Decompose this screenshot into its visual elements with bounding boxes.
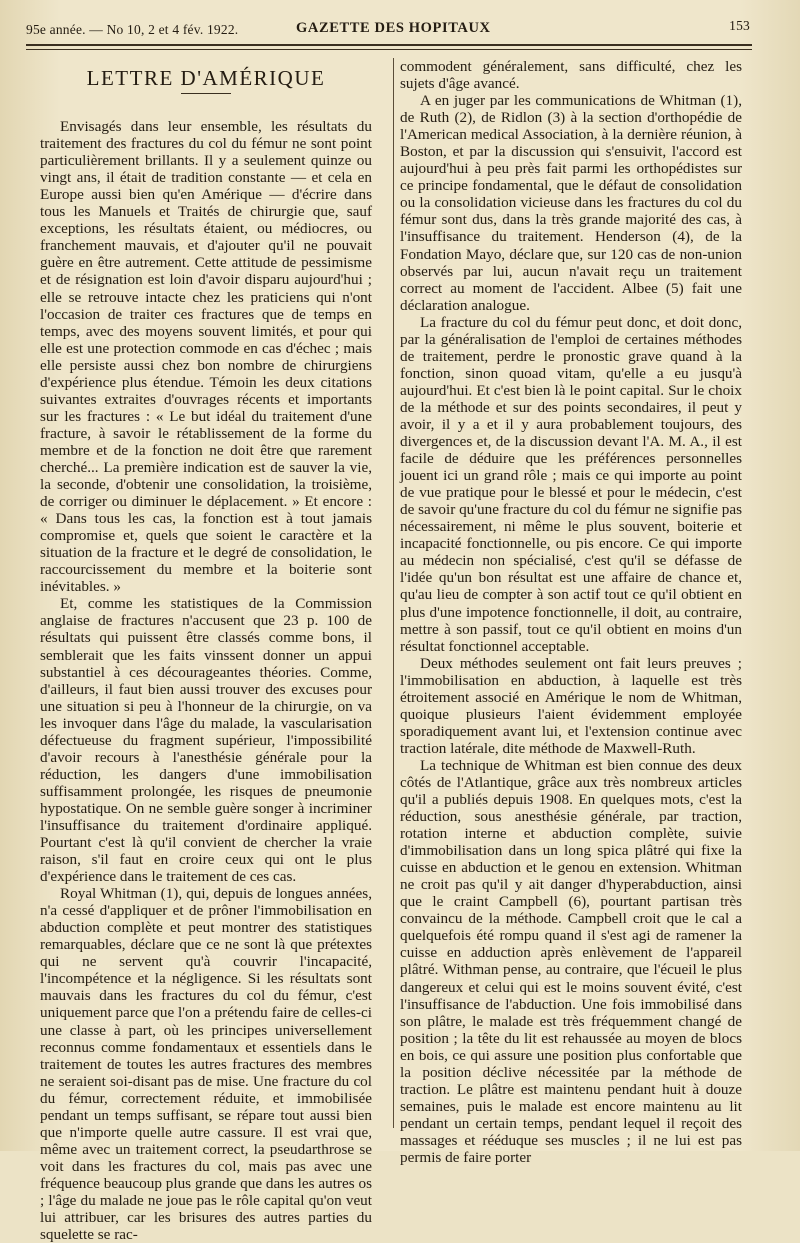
paragraph-continued: commodent généralement, sans difficulté, chez les sujets d'âge avancé. — [400, 58, 742, 93]
paragraph: Et, comme les statistiques de la Commission anglaise de fractures n'accusent que 23 p. 100 de résultats qui puissent être classés comme bons, il semblerait que les faits vinssent donner un appui substantiel à ces décourageantes théories. Comme, d'ailleurs, il faut bien aussi trouver des excuses pour une situation si peu à l'honneur de la chirurgie, on va les invoquer dans l'âge du malade, la vascularisation défectueuse du fragment supérieur, l'impossibilité d'avoir recours à l'anesthésie générale pour la réduction, les dangers d'une immobilisation suffisamment prolongée, les risques de pneumonie hypostatique. On ne semble guère songer à incriminer l'insuffisance du traitement d'ordinaire appliqué. Pourtant c'est là qu'il convient de chercher la vraie raison, s'il faut en croire ceux qui ont le plus d'expérience dans le traitement de ces cas. — [40, 595, 372, 886]
left-column — [40, 58, 372, 1243]
paragraph: A en juger par les communications de Whitman (1), de Ruth (2), de Ridlon (3) à la section d'orthopédie de l'American medical Association, à la dernière réunion, à Boston, et par la discussion qui s'ensuivit, l'accord est aujourd'hui à peu près fait parmi les orthopédistes sur ce principe fondamental, que le défaut de consolidation ou la consolidation vicieuse dans les fractures du col du fémur sont dus, dans la très grande majorité des cas, à l'insuffisance du traitement. Henderson (4), de la Fondation Mayo, déclare que, sur 120 cas de non-union observés par lui, aucun n'avait reçu un traitement correct au moment de l'accident. Albee (5) fait une déclaration analogue. — [400, 92, 742, 314]
page-number: 153 — [729, 18, 750, 33]
paragraph: Royal Whitman (1), qui, depuis de longues années, n'a cessé d'appliquer et de prôner l'immobilisation en abduction complète et peut montrer des statistiques remarquables, déclare que ce ne sont là que prétextes qui ne servent qu'à couvrir l'incapacité, l'incompétence et la négligence. Si les résultats sont mauvais dans les fractures du col du fémur, c'est uniquement parce que l'on a prétendu faire de celles-ci une classe à part, où les principes universellement reconnus comme fondamentaux et essentiels dans le traitement de toutes les autres fractures des membres ne seraient soi-disant pas de mise. Une fracture du col du fémur, correctement réduite, et immobilisée pendant un temps suffisant, se répare tout aussi bien que n'importe quelle autre cassure. Il est vrai que, même avec un traitement correct, la pseudarthrose se voit dans les fractures du col, mais pas avec une fréquence beaucoup plus grande que dans les autres os ; l'âge du malade ne joue pas le rôle capital qu'on veut lui attribuer, car les brisures des autres parties du squelette se rac- — [40, 885, 372, 1243]
issue-info: 95e année. — No 10, 2 et 4 fév. 1922. — [26, 22, 239, 37]
header-rule-thick — [26, 44, 752, 46]
paragraph: Deux méthodes seulement ont fait leurs preuves ; l'immobilisation en abduction, à laquelle est très étroitement associé en Amérique le nom de Whitman, quoique plusieurs l'aient évidemment employée sporadiquement avant lui, et l'extension continue avec traction latérale, dite méthode de Maxwell-Ruth. — [400, 654, 742, 757]
paragraph: La technique de Whitman est bien connue des deux côtés de l'Atlantique, grâce aux très nombreux articles qu'il a publiés depuis 1908. En quelques mots, c'est la réduction, sous anesthésie générale, par traction, rotation interne et abduction complète, suivie d'immobilisation dans un long spica plâtré qui fixe la cuisse en abduction et le genou en extension. Whitman ne croit pas qu'il y ait danger d'hyperabduction, ainsi que le craint Campbell (6), pourtant partisan très convaincu de la méthode. Campbell croit que le cal a quelquefois été rompu quand il s'est agi de ramener la cuisse en adduction après enlèvement de l'appareil plâtré. Withman pense, au contraire, que l'écueil le plus dangereux et celui qui est le moins souvent évité, c'est l'insuffisance de l'abduction. Une fois immobilisé dans son plâtre, le malade est très fréquemment changé de position ; la tête du lit est rehaussée au moyen de blocs en bois, ce qui assure une position plus confortable que la position déclive nécessitée par la méthode de traction. Le plâtre est maintenu pendant huit à douze semaines, puis le malade est encore maintenu au lit pendant un certain temps, pendant lequel il reçoit des massages et rééduque ses muscles ; il ne lui est pas permis de faire porter — [400, 756, 742, 1166]
article-title: LETTRE D'AMÉRIQUE — [86, 66, 326, 90]
header-rule-thin — [26, 49, 752, 50]
journal-title: GAZETTE DES HOPITAUX — [296, 20, 491, 36]
column-separator — [393, 58, 394, 1128]
running-header — [26, 18, 750, 44]
title-dash — [181, 93, 231, 94]
right-column — [400, 58, 742, 1166]
paragraph: Envisagés dans leur ensemble, les résultats du traitement des fractures du col du fémur ne sont point particulièrement brillants. Il y a seulement quinze ou vingt ans, il était de tradition constante — et cela en Europe aussi bien qu'en Amérique — d'écrire dans tous les Manuels et Traités de chirurgie que, sauf exceptions, les résultats étaient, ou médiocres, ou franchement mauvais, et d'ajouter qu'il ne pouvait guère en être autrement. Cette attitude de pessimisme et de résignation est loin d'avoir disparu aujourd'hui ; elle se retrouve intacte chez les praticiens qui n'ont l'occasion de traiter ces fractures que de temps en temps, avec des moyens souvent limités, et pour qui elle est une protection commode en cas d'échec ; mais elle persiste aussi chez bon nombre de chirurgiens d'expérience plus étendue. Témoin les deux citations suivantes extraites d'ouvrages récents et importants sur les fractures : « Le but idéal du traitement d'une fracture, à savoir le rétablissement de la forme du membre et de la fonction ne doit être que rarement cherché... La première indication est de sauver la vie, la seconde, d'obtenir une consolidation, la troisième, de corriger ou diminuer le déplacement. » Et encore : « Dans tous les cas, la fonction est à tout jamais compromise et, quels que soient le caractère et la situation de la fracture et le degré de consolidation, le raccourcissement du membre et la boiterie sont inévitables. » — [40, 118, 372, 596]
paragraph: La fracture du col du fémur peut donc, et doit donc, par la généralisation de l'emploi de certaines méthodes de traitement, perdre le pronostic grave quand à la fonction, sinon quoad vitam, qu'elle a eu jusqu'à aujourd'hui. Et c'est bien là le point capital. Sur le choix de la méthode et sur des points secondaires, il peut y avoir, il y a et il y aura probablement toujours, des divergences et, de la discussion devant l'A. M. A., il est facile de déduire que les préférences personnelles jouent ici un grand rôle ; mais ce qui importe au point de vue pratique pour le blessé et pour le médecin, c'est de savoir qu'une fracture du col du fémur ne signifie pas nécessairement, ni même le plus souvent, boiterie et incapacité fonctionnelle, ou pis encore. Ce qui importe au médecin non spécialisé, c'est qu'il se défasse de l'idée qu'un bon résultat est une affaire de chance et, qu'au lieu de compter à son actif tout ce qu'il obtient en plus d'une impotence fonctionnelle, il doit, au contraire, mettre à son passif, tout ce qu'il obtient en moins d'un résultat fonctionnel acceptable. — [400, 313, 742, 655]
